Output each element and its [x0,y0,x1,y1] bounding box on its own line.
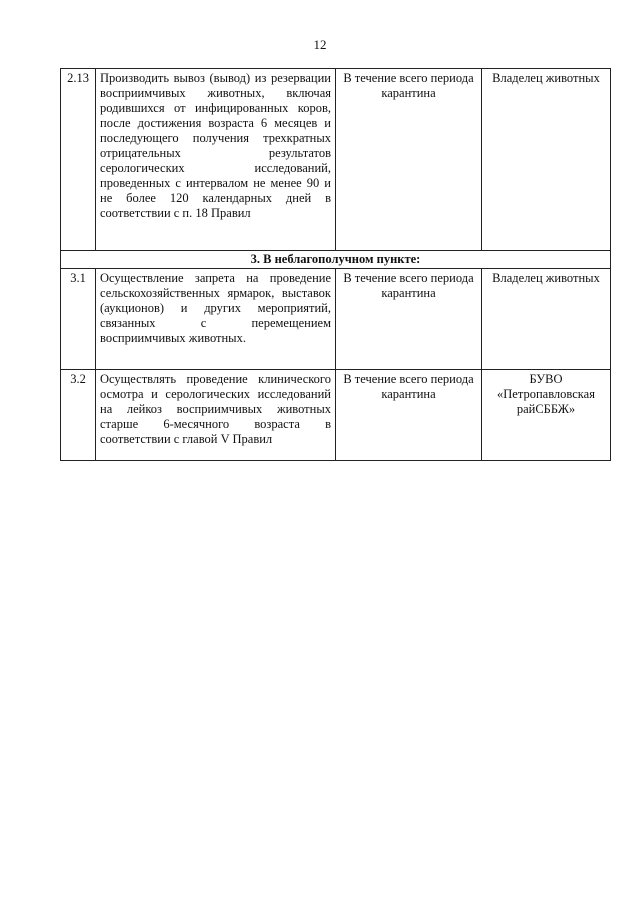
row-action: Осуществление запрета на проведение сельскохозяйственных ярмарок, выставок (аукционов) и других мероприятий, связанных с перемещением восприимчивых животных. [96,269,336,370]
row-number: 3.1 [61,269,96,370]
row-action: Производить вывоз (вывод) из резервации восприимчивых животных, включая родившихся от инфицированных коров, после достижения возраста 6 месяцев и последующего получения трехкратных отрицательных результатов серологических исследований, проведенных с интервалом не менее 90 и не более 120 календарных дней в соответствии с п. 18 Правил [96,69,336,251]
row-action: Осуществлять проведение клинического осмотра и серологических исследований на лейкоз восприимчивых животных старше 6-месячного возраста в соответствии с главой V Правил [96,370,336,461]
row-responsible: БУВО «Петропавловская райСББЖ» [482,370,611,461]
table-row [61,269,611,370]
row-number: 2.13 [61,69,96,251]
row-term: В течение всего периода карантина [336,370,482,461]
page-number: 12 [313,37,327,52]
row-number: 3.2 [61,370,96,461]
row-responsible: Владелец животных [482,269,611,370]
section-title: 3. В неблагополучном пункте: [61,251,611,269]
table-row [61,370,611,461]
row-responsible: Владелец животных [482,69,611,251]
row-term: В течение всего периода карантина [336,69,482,251]
table-row [61,69,611,251]
section-header-row [61,251,611,269]
quarantine-measures-table [60,68,611,461]
row-term: В течение всего периода карантина [336,269,482,370]
